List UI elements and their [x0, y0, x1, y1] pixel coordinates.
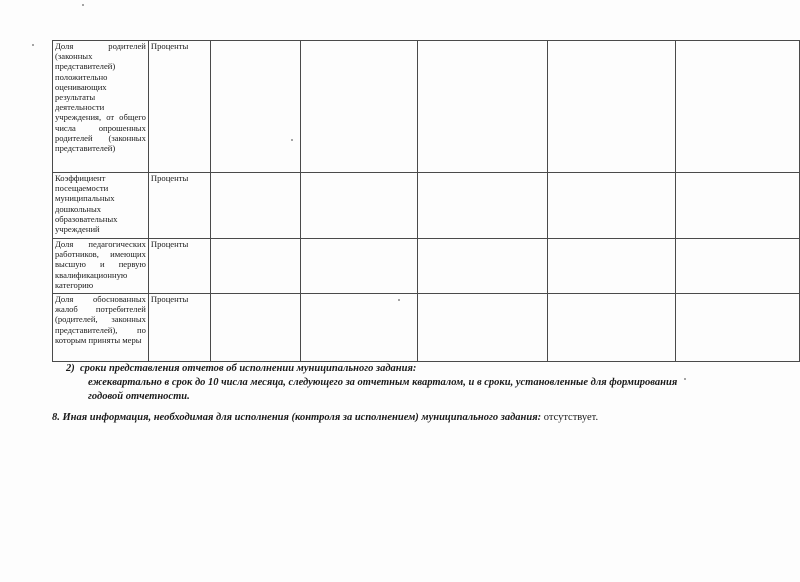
- value-cell: [300, 239, 417, 294]
- table-row: [53, 41, 800, 173]
- indicator-cell: Доля педагогических работников, имеющих высшую и первую квалификационную категорию: [53, 239, 149, 294]
- value-cell: [547, 294, 676, 362]
- indicator-cell: Доля родителей (законных представителей) положительно оценивающих результаты деятельности учреждения, от общего числа опрошенных родителей (законных представителей): [53, 41, 149, 173]
- other-information-lead: 8. Иная информация, необходимая для исполнения (контроля за исполнением) муниципального задания:: [52, 412, 542, 423]
- unit-cell: Проценты: [148, 294, 211, 362]
- scan-speck: [291, 139, 293, 141]
- value-cell: [418, 294, 548, 362]
- reporting-line-2: ежеквартально в срок до 10 числа месяца, следующего за отчетным кварталом, и в сроки, установленные для формирования: [88, 377, 678, 388]
- value-cell: [547, 173, 676, 239]
- value-cell: [418, 173, 548, 239]
- other-information-value: отсутствует.: [543, 412, 599, 423]
- reporting-deadlines: [52, 362, 772, 404]
- scan-speck: [82, 4, 84, 6]
- indicators-table: [52, 40, 800, 362]
- value-cell: [300, 294, 417, 362]
- other-information: [52, 411, 772, 425]
- table-row: [53, 173, 800, 239]
- unit-cell: Проценты: [148, 41, 211, 173]
- value-cell: [211, 239, 300, 294]
- value-cell: [676, 239, 800, 294]
- value-cell: [211, 173, 300, 239]
- reporting-line-3: годовой отчетности.: [88, 391, 190, 402]
- value-cell: [300, 173, 417, 239]
- value-cell: [676, 173, 800, 239]
- unit-cell: Проценты: [148, 173, 211, 239]
- indicator-cell: Доля обоснованных жалоб потребителей (родителей, законных представителей), по которым приняты меры: [53, 294, 149, 362]
- value-cell: [547, 239, 676, 294]
- reporting-item-number: 2): [66, 363, 75, 374]
- value-cell: [418, 239, 548, 294]
- indicator-cell: Коэффициент посещаемости муниципальных дошкольных образовательных учреждений: [53, 173, 149, 239]
- value-cell: [676, 41, 800, 173]
- scan-speck: [398, 299, 400, 301]
- value-cell: [211, 41, 300, 173]
- value-cell: [300, 41, 417, 173]
- reporting-heading-line: [52, 362, 772, 376]
- table-row: [53, 294, 800, 362]
- value-cell: [676, 294, 800, 362]
- table-row: [53, 239, 800, 294]
- value-cell: [547, 41, 676, 173]
- value-cell: [418, 41, 548, 173]
- reporting-heading: сроки представления отчетов об исполнении муниципального задания:: [80, 363, 417, 374]
- value-cell: [211, 294, 300, 362]
- scan-speck: [684, 378, 686, 380]
- unit-cell: Проценты: [148, 239, 211, 294]
- scan-speck: [32, 44, 34, 46]
